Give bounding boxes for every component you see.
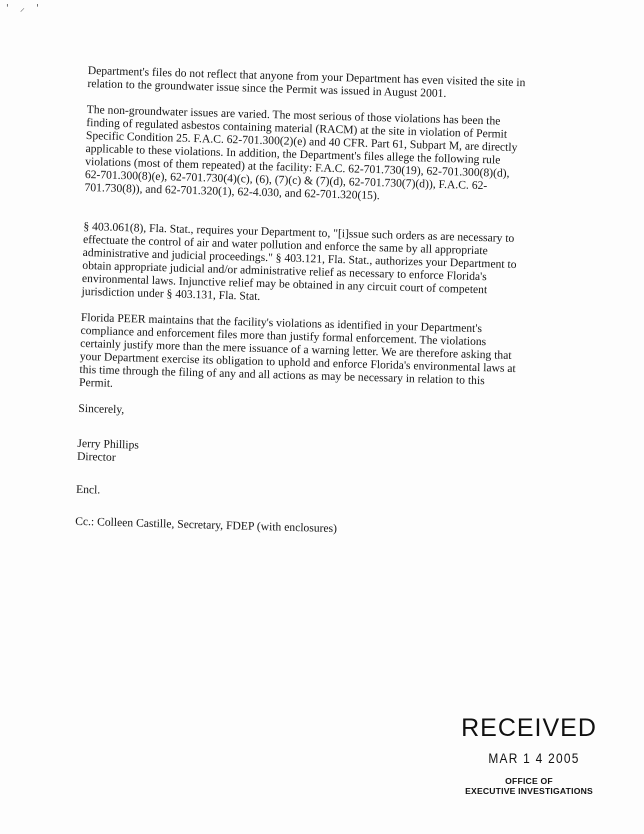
paragraph-non-groundwater: The non-groundwater issues are varied. The most serious of those violations has been the finding of regulated asbestos containing material (RACM) at the site in violation of Permit Specific Condition 25. F.A.C. 62-701.300(2)(e) and 40 CFR. Part 61, Subpart M, are directly applicable to these violations. In addition, the Department's files allege the following rule violations (most of them repeated) at the facility: F.A.C. 62-701.730(19), 62-701.300(8)(d), 62-701.300(8)(e), 62-701.730(4)(c), (6), (7)(c) & (7)(d), 62-701.730(7)(d)), F.A.C. 62-701.730(8)), and 62-701.320(1), 62-4.030, and 62-701.320(15). bbox=[84, 102, 518, 203]
received-stamp bbox=[454, 713, 604, 796]
signer-title: Director bbox=[76, 449, 116, 464]
stamp-office-line2: EXECUTIVE INVESTIGATIONS bbox=[465, 786, 593, 796]
cc-line: Cc.: Colleen Castille, Secretary, FDEP (with enclosures) bbox=[75, 514, 338, 536]
stamp-date: MAR 1 4 2005 bbox=[488, 750, 580, 766]
enclosure-note: Encl. bbox=[75, 482, 101, 497]
signer-name: Jerry Phillips bbox=[77, 436, 140, 452]
paragraph-statute: § 403.061(8), Fla. Stat., requires your Department to, "[i]ssue such orders as are necessary to effectuate the control of air and water pollution and enforce the same by all appropriate administrative and judicial proceedings." § 403.121, Fla. Stat., authorizes your Department to obtain appropriate judicial and/or administrative relief as necessary to enforce Florida's environmental laws. Injunctive relief may be obtained in any circuit court of competent jurisdiction under § 403.131, Fla. Stat. bbox=[81, 219, 517, 303]
letter-body bbox=[75, 64, 528, 540]
scan-artifact-marks: ' ⸝ ' bbox=[6, 3, 43, 14]
paragraph-enforcement-request: Florida PEER maintains that the facility's violations as identified in your Department's compliance and enforcement files more than justify formal enforcement. The violations certainly justify more than the mere issuance of a warning letter. We are therefore asking that your Department exercise its obligation to uphold and enforce Florida's environmental laws at this time through the filing of any and all actions as may be necessary in relation to this Permit. bbox=[78, 310, 516, 390]
closing-salutation: Sincerely, bbox=[78, 401, 125, 417]
stamp-office-line1: OFFICE OF bbox=[505, 776, 553, 786]
paragraph-groundwater: Department's files do not reflect that anyone from your Department has even visited the site in relation to the groundwater issue since the Permit was issued in August 2001. bbox=[87, 64, 526, 101]
stamp-received-text: RECEIVED bbox=[461, 714, 597, 742]
signer-info bbox=[77, 437, 518, 475]
signature-block bbox=[75, 402, 518, 540]
